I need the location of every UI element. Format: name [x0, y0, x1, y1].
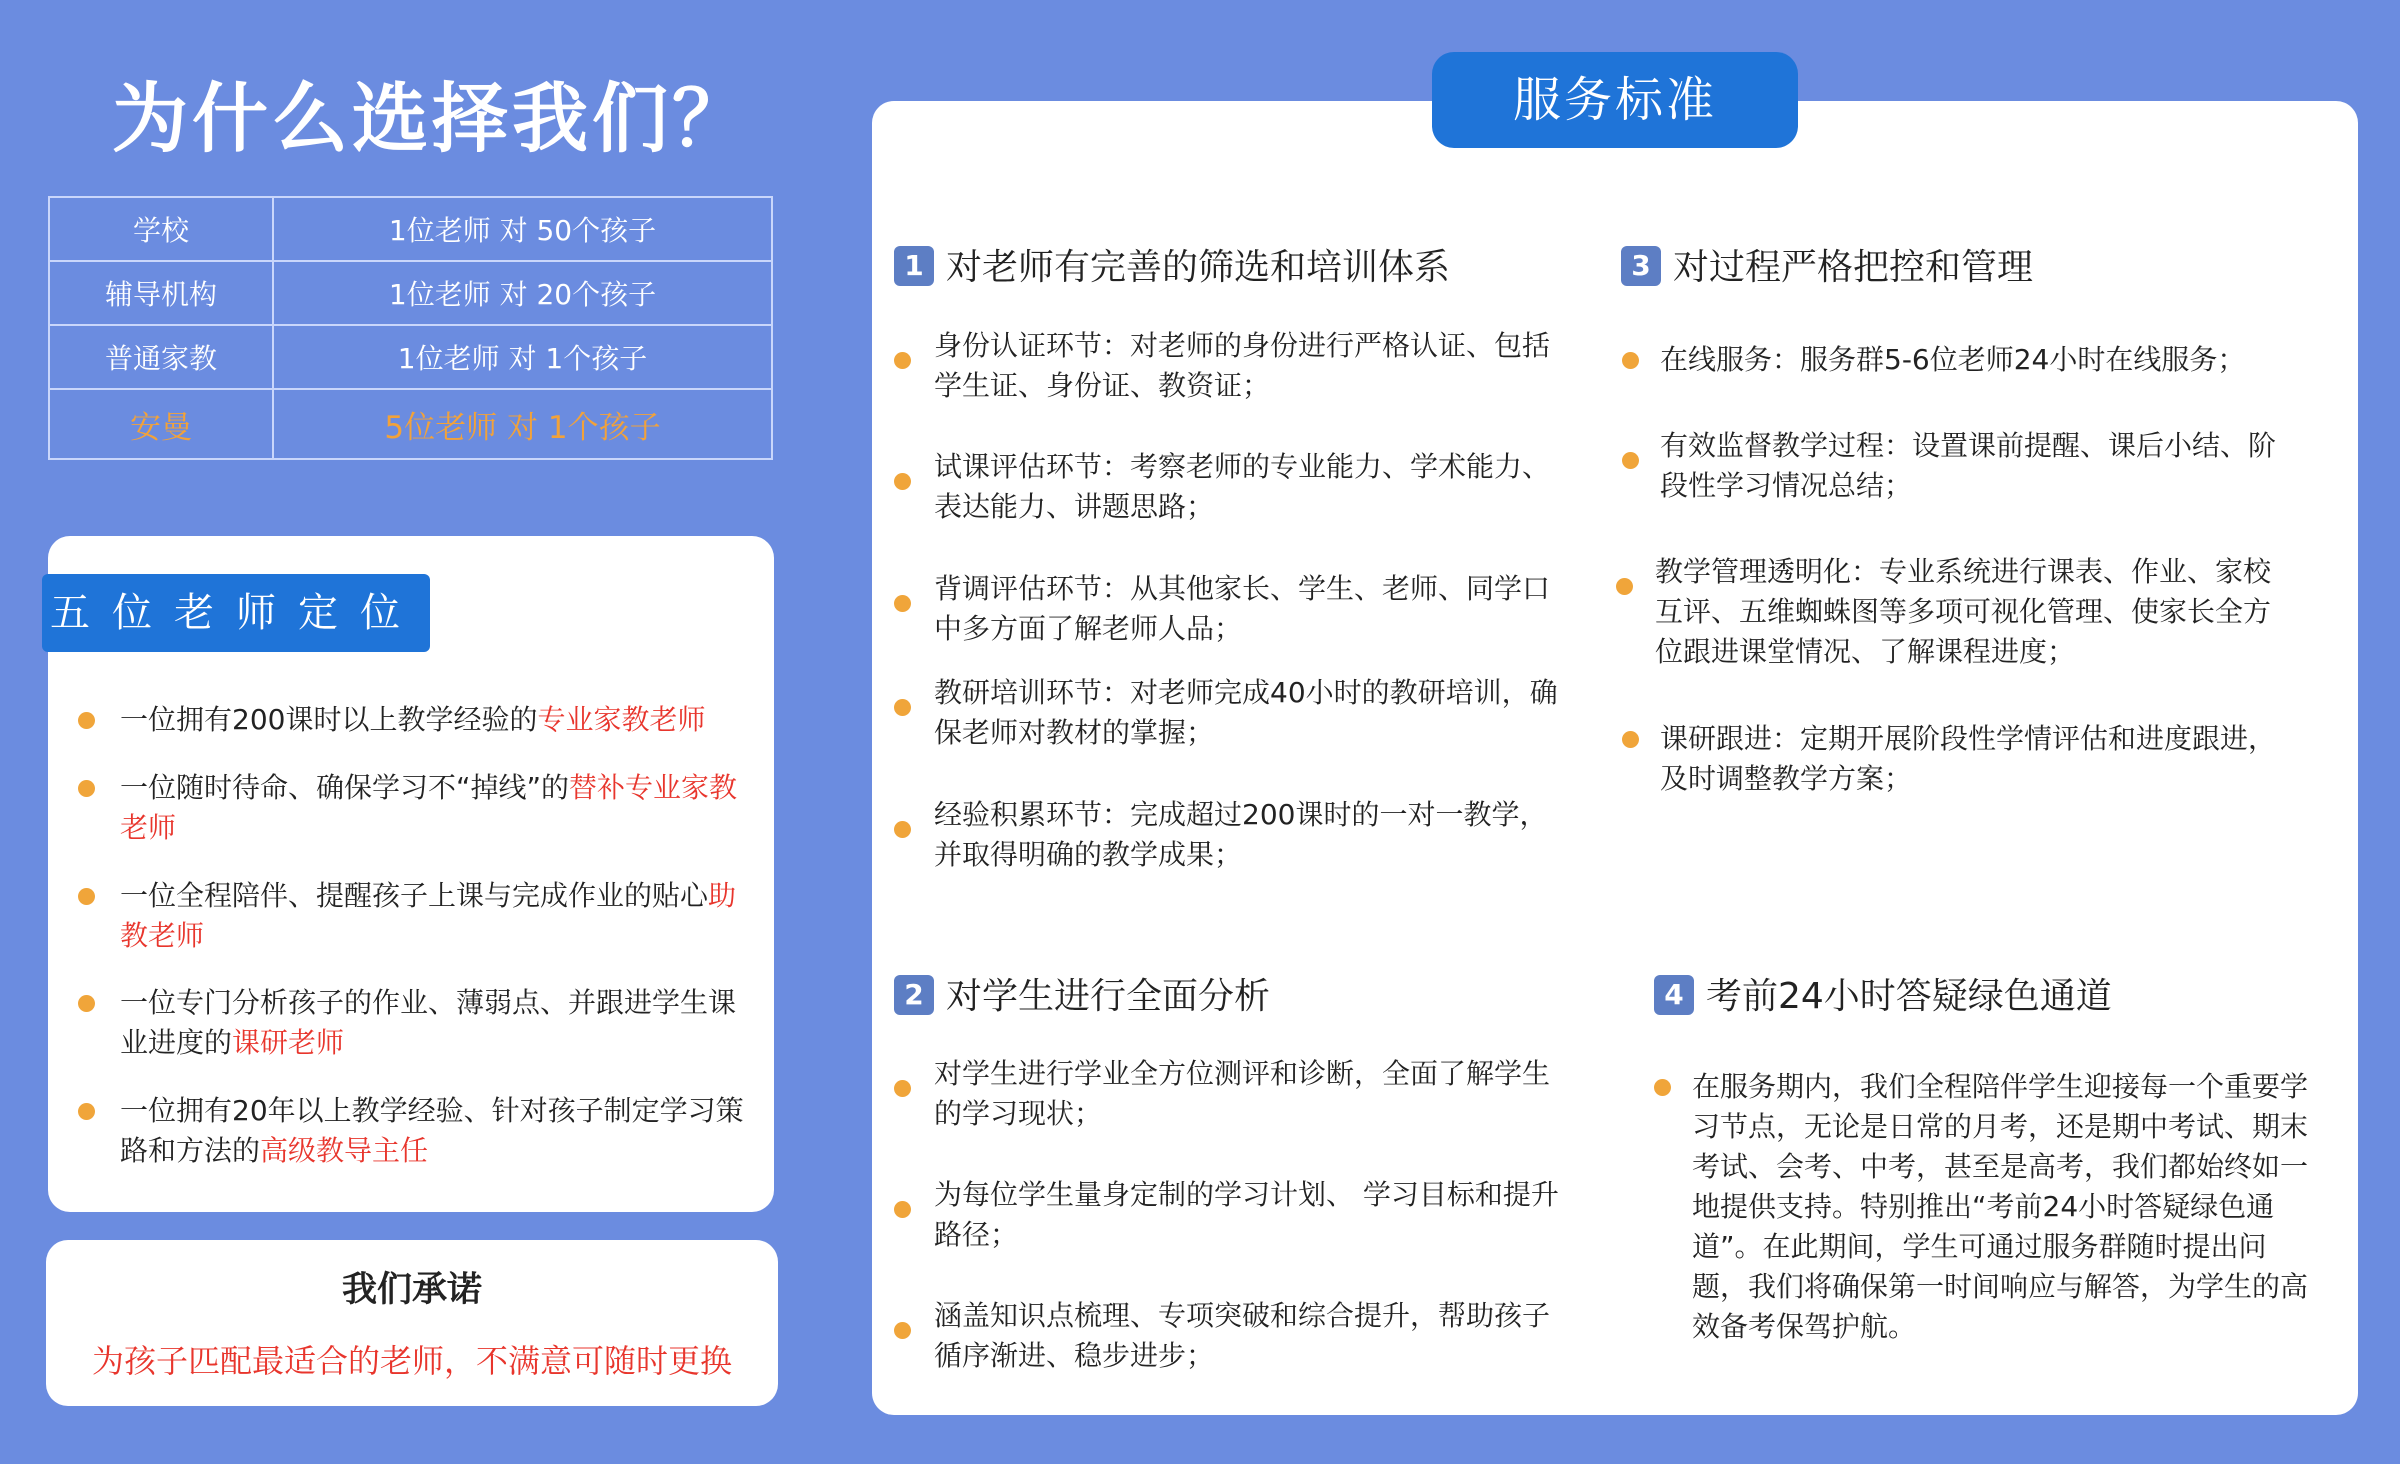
bullet-dot: [894, 699, 911, 716]
promise-title: 我们承诺: [341, 1270, 482, 1310]
item-highlight: 替补专业家教老师: [120, 771, 738, 844]
bullet-dot: [894, 1322, 911, 1339]
bullet-dot: [78, 780, 95, 797]
service-item: 身份认证环节：对老师的身份进行严格认证、包括学生证、身份证、教资证；: [934, 329, 1551, 402]
service-tab: 服务标准: [1432, 52, 1798, 148]
table-cell: 安曼: [49, 389, 273, 459]
bullet-dot: [1616, 578, 1633, 595]
table-cell: 1位老师 对 20个孩子: [273, 261, 772, 325]
service-item: 在线服务：服务群5-6位老师24小时在线服务；: [1660, 343, 2246, 376]
item-text: 一位全程陪伴、提醒孩子上课与完成作业的贴心: [120, 879, 709, 912]
five-teachers-item: [120, 983, 750, 1063]
table-cell: 1位老师 对 50个孩子: [273, 197, 772, 261]
five-teachers-item: [120, 700, 750, 740]
service-item: 课研跟进：定期开展阶段性学情评估和进度跟进，及时调整教学方案；: [1660, 722, 2277, 795]
item-text: 一位随时待命、确保学习不“掉线”的: [120, 771, 570, 804]
service-item: 教研培训环节：对老师完成40小时的教研培训，确保老师对教材的掌握；: [934, 676, 1558, 749]
bullet-dot: [894, 1080, 911, 1097]
table-row: [49, 325, 772, 389]
bullet-dot: [78, 1103, 95, 1120]
item-text: 一位专门分析孩子的作业、薄弱点、并跟进学生课业进度的: [120, 986, 737, 1059]
bullet-dot: [894, 473, 911, 490]
bullet-dot: [1622, 731, 1639, 748]
item-highlight: 高级教导主任: [260, 1134, 429, 1167]
number-badge: 3: [1621, 246, 1661, 286]
five-teachers-item: [120, 876, 750, 956]
bullet-dot: [1654, 1079, 1671, 1096]
section-heading: [1621, 245, 2033, 291]
table-cell: 学校: [49, 197, 273, 261]
item-text: 一位拥有20年以上教学经验、针对孩子制定学习策路和方法的: [120, 1094, 744, 1167]
bullet-dot: [1622, 452, 1639, 469]
promise-text: 为孩子匹配最适合的老师，不满意可随时更换: [91, 1342, 732, 1380]
bullet-dot: [78, 888, 95, 905]
five-teachers-item: [120, 768, 750, 848]
service-item: 经验积累环节：完成超过200课时的一对一教学，并取得明确的教学成果；: [934, 798, 1548, 871]
table-cell: 5位老师 对 1个孩子: [273, 389, 772, 459]
bullet-dot: [894, 352, 911, 369]
item-highlight: 助教老师: [120, 879, 737, 952]
comparison-table: [48, 196, 773, 460]
item-text: 一位拥有200课时以上教学经验的: [120, 703, 538, 736]
section-heading: [894, 974, 1270, 1020]
bullet-dot: [894, 1201, 911, 1218]
bullet-dot: [1622, 352, 1639, 369]
table-row: [49, 197, 772, 261]
page-title: 为什么选择我们？: [112, 74, 752, 163]
bullet-dot: [78, 712, 95, 729]
table-row: [49, 261, 772, 325]
section-heading: [1654, 974, 2112, 1020]
section-title: 对学生进行全面分析: [946, 976, 1271, 1017]
service-item: 教学管理透明化：专业系统进行课表、作业、家校互评、五维蜘蛛图等多项可视化管理、使家长全方位跟进课堂情况、了解课程进度；: [1655, 555, 2272, 668]
service-item: 试课评估环节：考察老师的专业能力、学术能力、表达能力、讲题思路；: [934, 450, 1551, 523]
five-teachers-tag: 五位老师定位: [42, 574, 430, 652]
service-item: 有效监督教学过程：设置课前提醒、课后小结、阶段性学习情况总结；: [1660, 429, 2277, 502]
table-cell: 普通家教: [49, 325, 273, 389]
bullet-dot: [78, 995, 95, 1012]
table-cell: 辅导机构: [49, 261, 273, 325]
number-badge: 2: [894, 975, 934, 1015]
bullet-dot: [894, 821, 911, 838]
table-cell: 1位老师 对 1个孩子: [273, 325, 772, 389]
service-item: 对学生进行学业全方位测评和诊断，全面了解学生的学习现状；: [934, 1057, 1551, 1130]
service-item: 涵盖知识点梳理、专项突破和综合提升，帮助孩子循序渐进、稳步进步；: [934, 1299, 1551, 1372]
service-item: 为每位学生量身定制的学习计划、 学习目标和提升路径；: [934, 1178, 1559, 1251]
service-item: 在服务期内，我们全程陪伴学生迎接每一个重要学习节点，无论是日常的月考，还是期中考试、期末考试、会考、中考，甚至是高考，我们都始终如一地提供支持。特别推出“考前24小时答疑绿色通道”。在此期间，学生可通过服务群随时提出问题，我们将确保第一时间响应与解答，为学生的高效备考保驾护航。: [1692, 1070, 2309, 1343]
bullet-dot: [894, 595, 911, 612]
section-heading: [894, 245, 1450, 291]
section-title: 对老师有完善的筛选和培训体系: [946, 247, 1451, 288]
service-item: 背调评估环节：从其他家长、学生、老师、同学口中多方面了解老师人品；: [934, 572, 1551, 645]
section-title: 对过程严格把控和管理: [1673, 247, 2034, 288]
item-highlight: 课研老师: [232, 1026, 345, 1059]
number-badge: 1: [894, 246, 934, 286]
number-badge: 4: [1654, 975, 1694, 1015]
five-teachers-item: [120, 1091, 750, 1171]
table-row-highlight: [49, 389, 772, 459]
section-title: 考前24小时答疑绿色通道: [1706, 976, 2112, 1017]
item-highlight: 专业家教老师: [537, 703, 706, 736]
